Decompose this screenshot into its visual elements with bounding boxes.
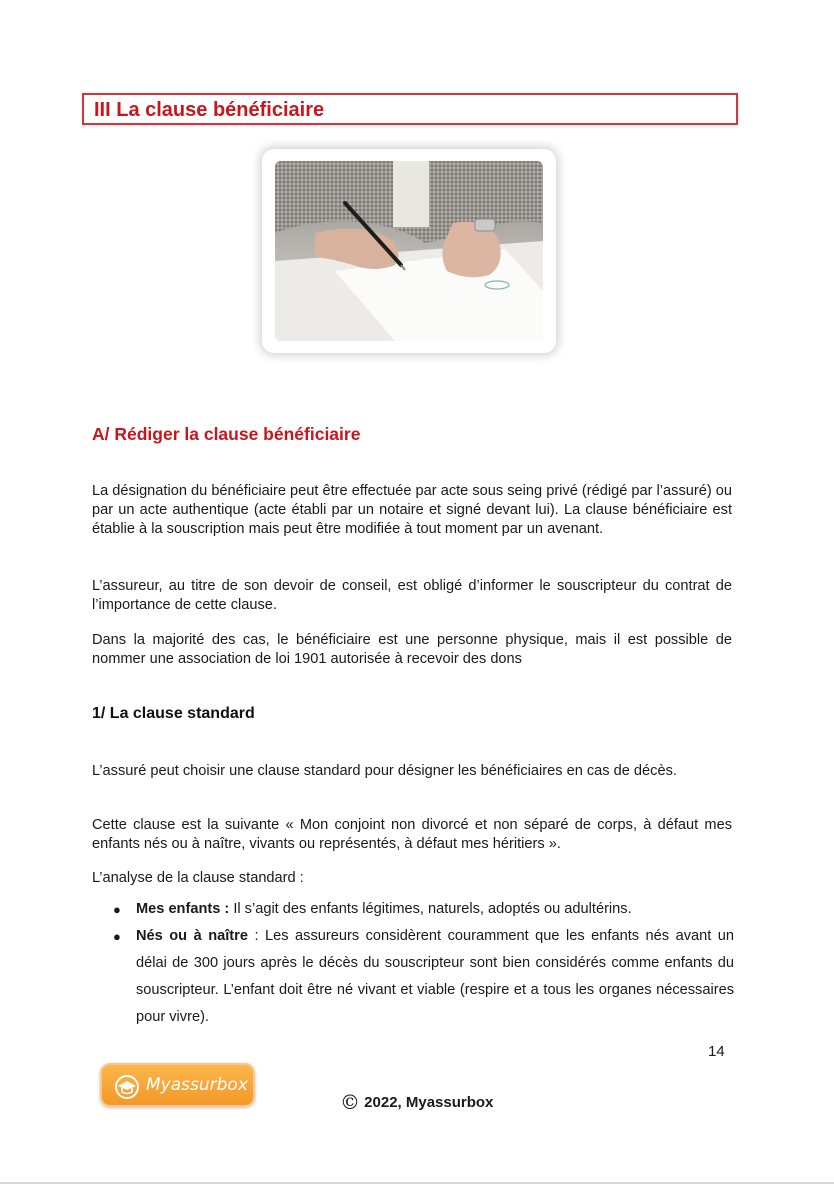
paragraph-choix-clause: L’assuré peut choisir une clause standard pour désigner les bénéficiaires en cas de décès. — [92, 763, 677, 779]
photo-frame — [262, 149, 556, 353]
paragraph-devoir-conseil: L’assureur, au titre de son devoir de conseil, est obligé d’informer le souscripteur du contrat de l’importance de cette clause. — [92, 578, 732, 613]
graduation-cap-icon — [114, 1075, 140, 1099]
bullet-term: Nés ou à naître — [136, 928, 248, 944]
list-item — [110, 896, 734, 923]
list-item — [110, 923, 734, 1031]
bullet-text: : Les assureurs considèrent couramment que les enfants nés avant un délai de 300 jours après le décès du souscripteur sont bien considérés comme enfants du souscripteur. L’enfant doit être né vivant et viable (respire et a tous les organes nécessaires pour vivre). — [136, 928, 735, 1025]
myassurbox-logo — [100, 1063, 255, 1107]
bullet-text: Il s’agit des enfants légitimes, naturels, adoptés ou adultérins. — [229, 901, 632, 917]
copyright-text: 2022, Myassurbox — [360, 1094, 494, 1111]
signing-document-photo — [275, 161, 543, 341]
paragraph-clause-suivante: Cette clause est la suivante « Mon conjoint non divorcé et non séparé de corps, à défaut mes enfants nés ou à naître, vivants ou représentés, à défaut mes héritiers ». — [92, 817, 732, 852]
page-number: 14 — [708, 1043, 725, 1060]
bullet-term: Mes enfants : — [136, 901, 230, 917]
paragraph-majorite: Dans la majorité des cas, le bénéficiaire est une personne physique, mais il est possible de nommer une association de loi 1901 autorisée à recevoir des dons — [92, 632, 732, 667]
section-title: III La clause bénéficiaire — [94, 99, 325, 121]
copyright-footer — [340, 1090, 493, 1114]
bullet-icon: ● — [113, 902, 121, 917]
bullet-icon: ● — [113, 929, 121, 944]
paragraph-analyse: L’analyse de la clause standard : — [92, 870, 304, 886]
subsection-1-title: 1/ La clause standard — [92, 705, 255, 722]
section-heading-box — [82, 93, 738, 125]
analysis-bullet-list — [110, 896, 734, 1031]
logo-text: Myassurbox — [146, 1075, 248, 1095]
copyright-symbol: © — [340, 1090, 360, 1114]
subsection-a-title: A/ Rédiger la clause bénéficiaire — [92, 424, 361, 444]
paragraph-designation: La désignation du bénéficiaire peut être effectuée par acte sous seing privé (rédigé par l’assuré) ou par un acte authentique (acte établi par un notaire et signé devant lui). La clause bénéficiaire est établie à la souscription mais peut être modifiée à tout moment par un avenant. — [92, 483, 732, 537]
